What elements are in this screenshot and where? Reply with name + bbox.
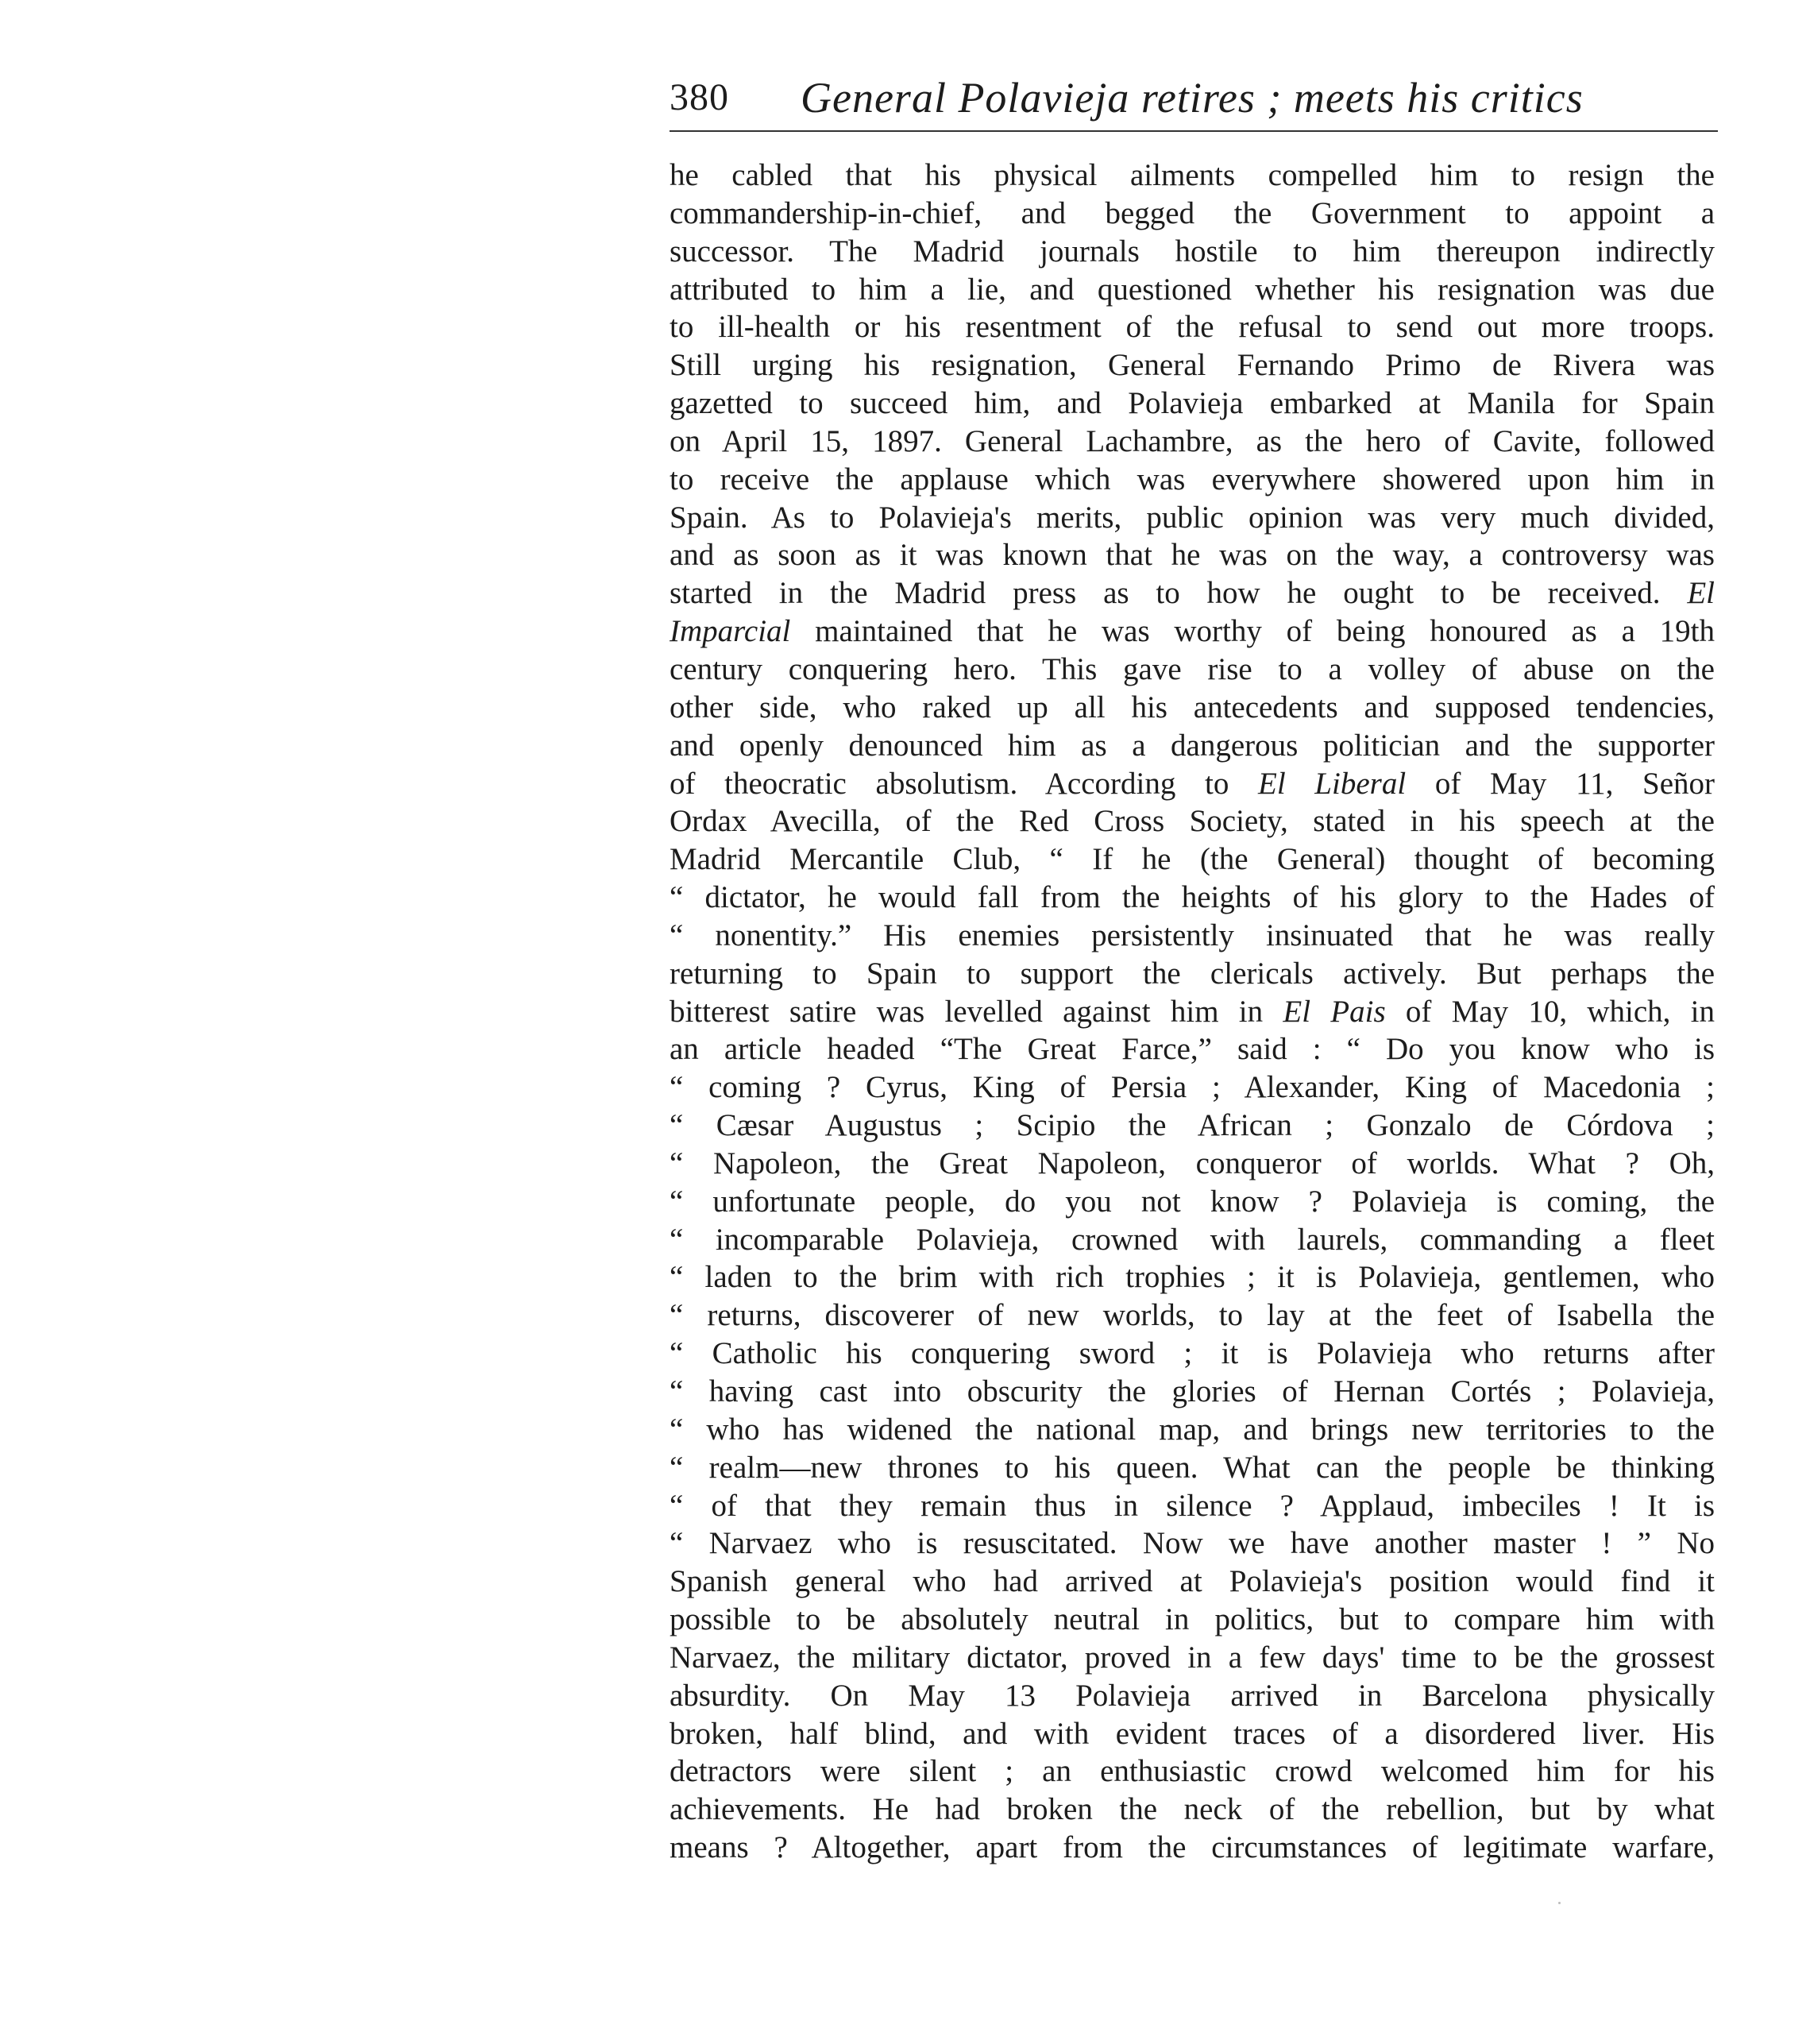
text-line: to receive the applause which was everywhere showered upon him in [670,462,1715,497]
text-line: Madrid Mercantile Club, “ If he (the General) thought of becoming [670,842,1715,877]
scan-speck [1558,1902,1561,1904]
text-segment: maintained that he was worthy of being honoured as a 19th [815,614,1715,649]
text-line: and as soon as it was known that he was on the way, a controversy was [670,538,1715,573]
text-line [670,993,1715,1031]
italic-el: El [1687,576,1715,611]
text-segment: bitterest satire was levelled against him in [670,994,1264,1029]
italic-el-pais: El Pais [1283,994,1386,1029]
text-line: absurdity. On May 13 Polavieja arrived in Barcelona physically [670,1678,1715,1713]
text-line: and openly denounced him as a dangerous politician and the supporter [670,728,1715,763]
text-line: means ? Altogether, apart from the circumstances of legitimate warfare, [670,1830,1715,1865]
text-line: gazetted to succeed him, and Polavieja embarked at Manila for Spain [670,386,1715,421]
text-line: possible to be absolutely neutral in politics, but to compare him with [670,1602,1715,1637]
text-line [670,765,1715,803]
text-line: “ realm—new thrones to his queen. What can the people be thinking [670,1450,1715,1485]
text-line: achievements. He had broken the neck of the rebellion, but by what [670,1792,1715,1827]
text-line: “ returns, discoverer of new worlds, to lay at the feet of Isabella the [670,1298,1715,1333]
text-line: other side, who raked up all his antecedents and supposed tendencies, [670,690,1715,724]
running-title: General Polavieja retires ; meets his critics [801,74,1584,122]
text-line: to ill-health or his resentment of the refusal to send out more troops. [670,310,1715,345]
text-segment: started in the Madrid press as to how he ought to be received. [670,576,1661,611]
text-line: detractors were silent ; an enthusiastic crowd welcomed him for his [670,1754,1715,1789]
header-rule [670,130,1718,132]
text-segment: of theocratic absolutism. According to [670,766,1229,801]
text-line: “ laden to the brim with rich trophies ; it is Polavieja, gentlemen, who [670,1260,1715,1295]
text-line: “ having cast into obscurity the glories of Hernan Cortés ; Polavieja, [670,1374,1715,1408]
italic-imparcial: Imparcial [670,614,791,649]
text-line: “ who has widened the national map, and brings new territories to the [670,1412,1715,1447]
page-number: 380 [670,76,729,118]
text-line: “ nonentity.” His enemies persistently insinuated that he was really [670,918,1715,952]
text-line: “ incomparable Polavieja, crowned with laurels, commanding a fleet [670,1222,1715,1257]
text-line: attributed to him a lie, and questioned whether his resignation was due [670,272,1715,307]
text-segment: of May 10, which, in [1405,994,1715,1029]
text-segment: of May 11, Señor [1434,766,1715,801]
text-line: Spain. As to Polavieja's merits, public opinion was very much divided, [670,500,1715,535]
text-line: “ unfortunate people, do you not know ? Polavieja is coming, the [670,1184,1715,1219]
text-line: Narvaez, the military dictator, proved in a few days' time to be the grossest [670,1640,1715,1675]
text-line: Still urging his resignation, General Fernando Primo de Rivera was [670,348,1715,383]
text-line: “ Napoleon, the Great Napoleon, conqueror of worlds. What ? Oh, [670,1146,1715,1180]
text-line: “ Catholic his conquering sword ; it is Polavieja who returns after [670,1336,1715,1371]
italic-el-liberal: El Liberal [1258,766,1407,801]
text-line [670,612,1715,651]
text-line: “ Cæsar Augustus ; Scipio the African ; Gonzalo de Córdova ; [670,1108,1715,1143]
body-text [670,156,1715,1867]
text-line [670,574,1715,612]
text-line: broken, half blind, and with evident traces of a disordered liver. His [670,1716,1715,1751]
text-line: “ Narvaez who is resuscitated. Now we have another master ! ” No [670,1526,1715,1561]
text-line: commandership-in-chief, and begged the Government to appoint a [670,195,1715,230]
text-line: Spanish general who had arrived at Polavieja's position would find it [670,1564,1715,1599]
text-line: “ dictator, he would fall from the heights of his glory to the Hades of [670,880,1715,915]
text-line: returning to Spain to support the clericals actively. But perhaps the [670,956,1715,991]
text-line: “ of that they remain thus in silence ? Applaud, imbeciles ! It is [670,1488,1715,1523]
text-line: Ordax Avecilla, of the Red Cross Society, stated in his speech at the [670,804,1715,839]
text-line: on April 15, 1897. General Lachambre, as the hero of Cavite, followed [670,423,1715,458]
text-line: an article headed “The Great Farce,” said : “ Do you know who is [670,1032,1715,1067]
text-line: century conquering hero. This gave rise to a volley of abuse on the [670,651,1715,686]
running-head [670,70,1718,126]
text-line: “ coming ? Cyrus, King of Persia ; Alexander, King of Macedonia ; [670,1070,1715,1105]
text-line: successor. The Madrid journals hostile to him thereupon indirectly [670,234,1715,269]
text-line: he cabled that his physical ailments compelled him to resign the [670,158,1715,192]
